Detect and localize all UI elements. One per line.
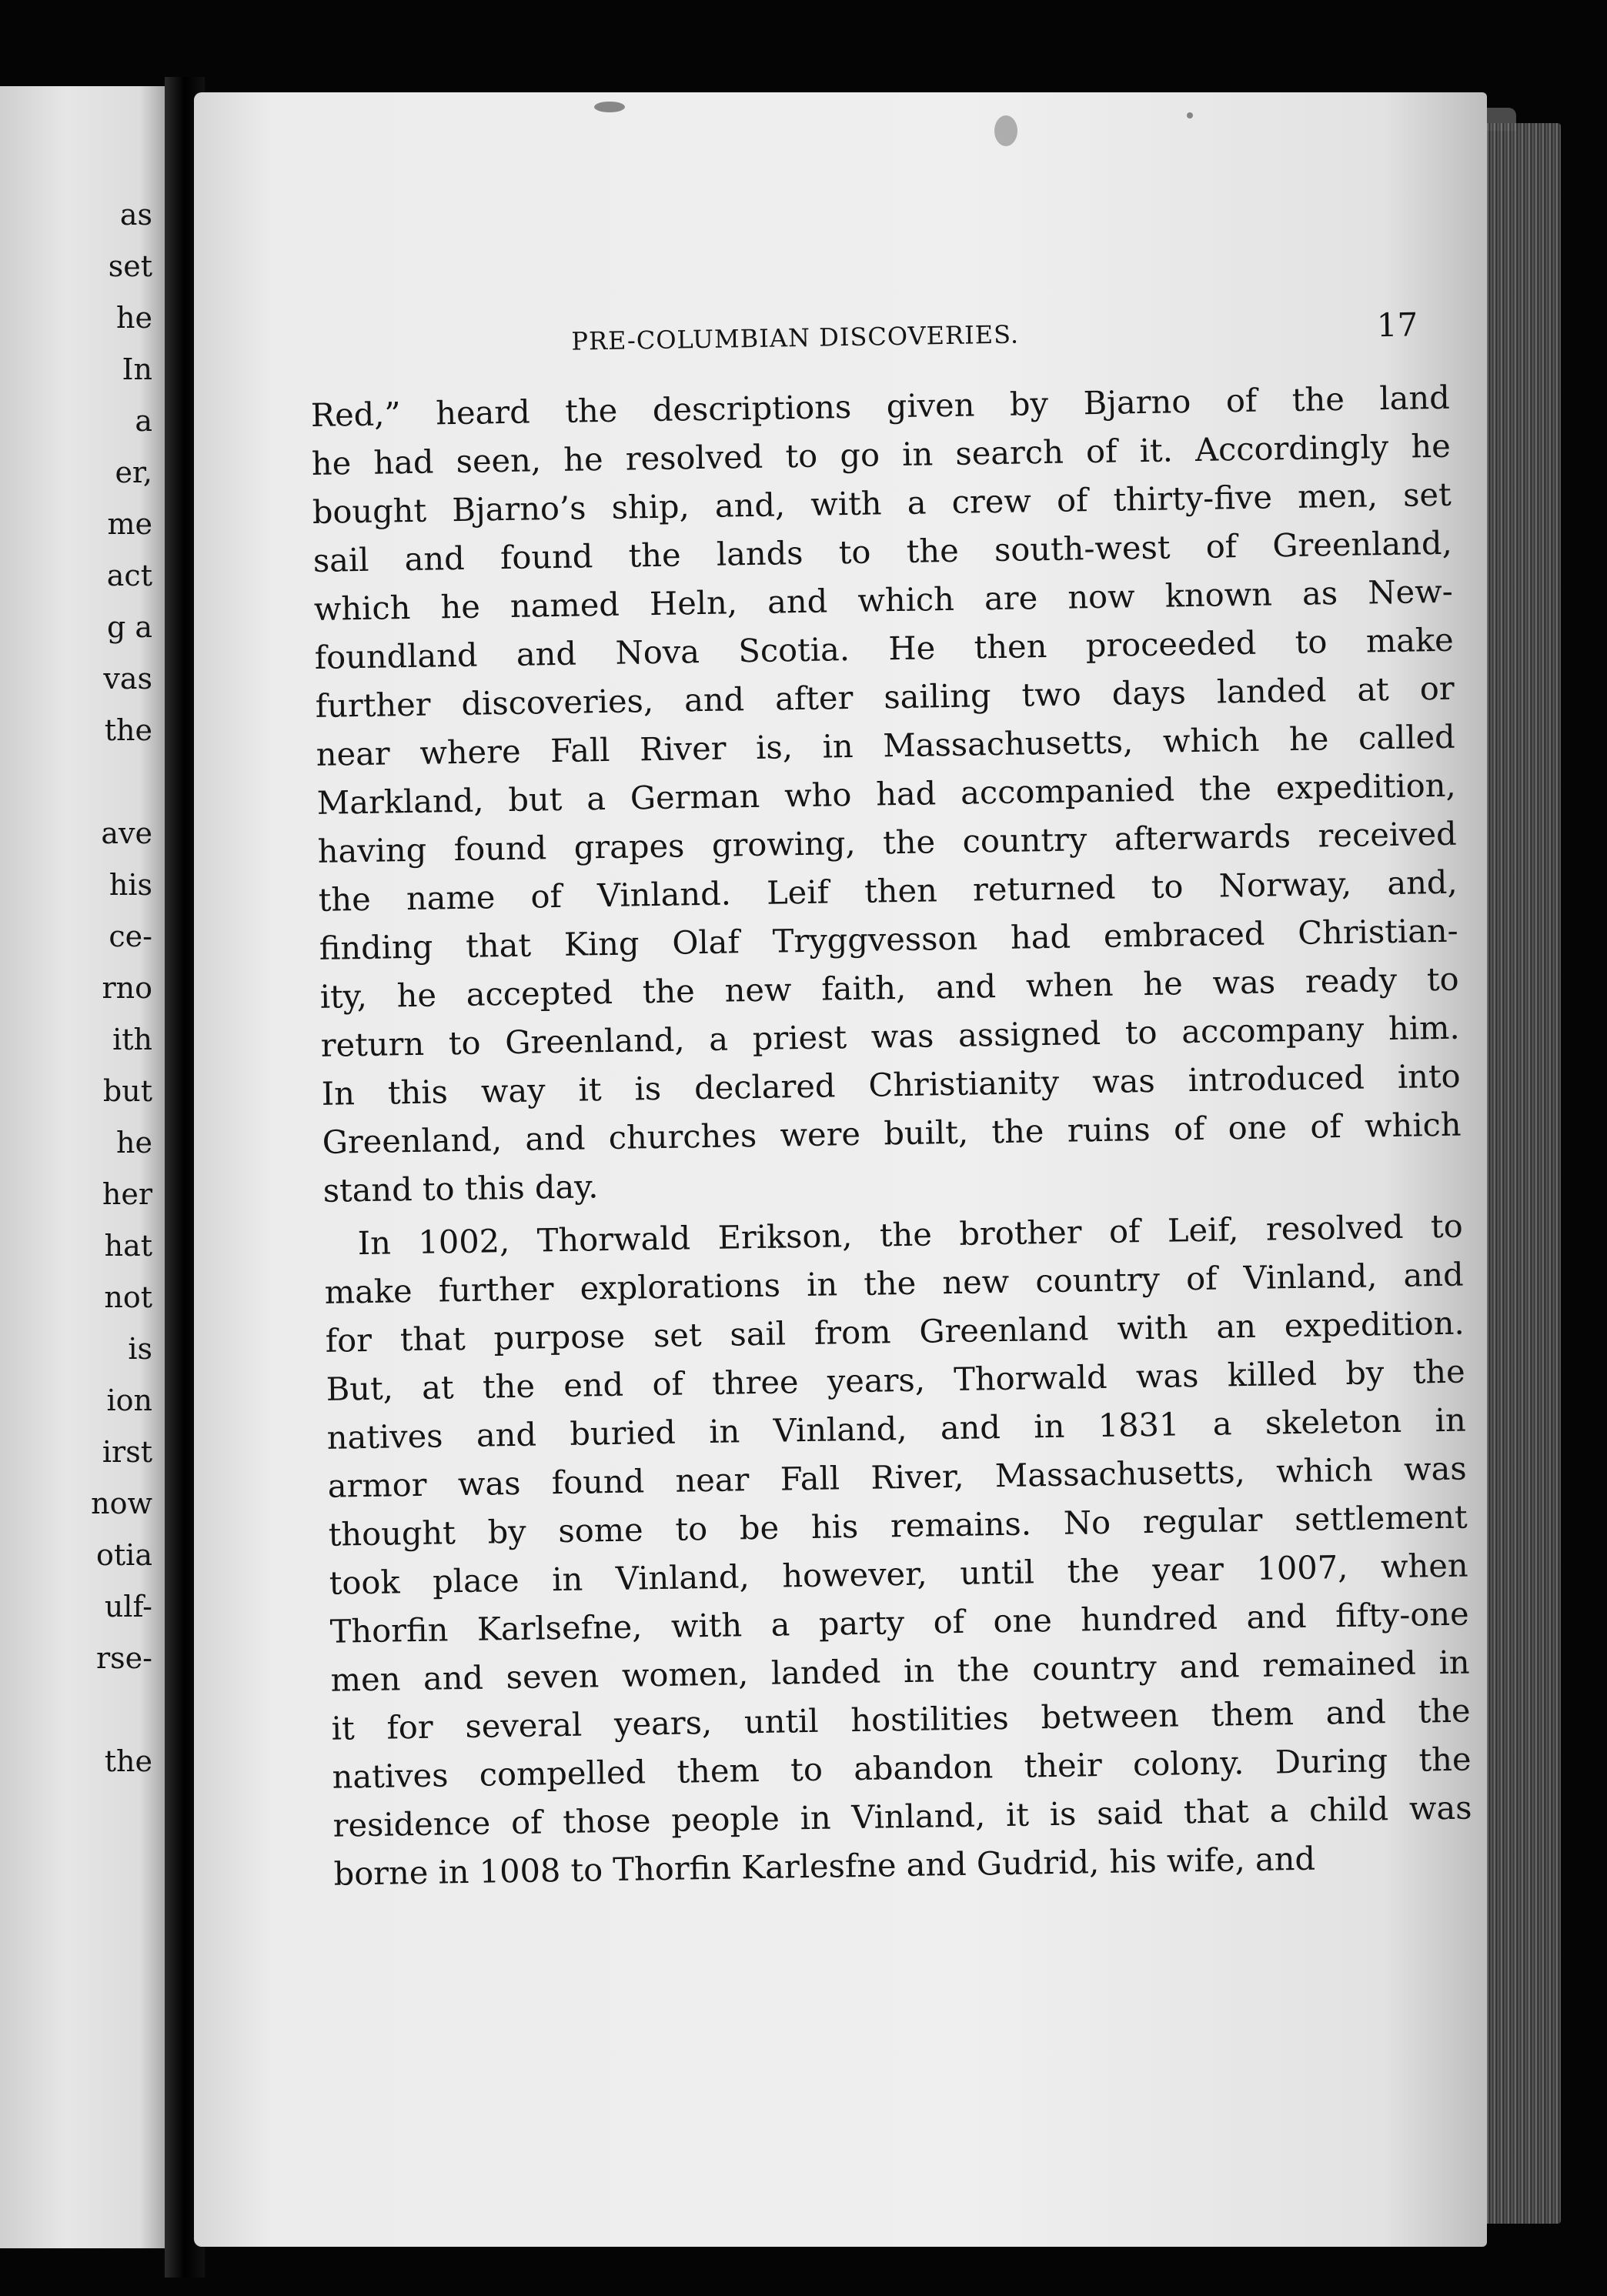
previous-page-text-fragment: vas: [103, 662, 152, 696]
text-line: natives compelled them to abandon their colony. During the: [332, 1740, 1472, 1796]
text-line: sail and found the lands to the south-west of Greenland,: [312, 523, 1453, 579]
text-line: residence of those people in Vinland, it is said that a child was: [332, 1788, 1472, 1844]
previous-page-text-fragment: otia: [96, 1538, 152, 1572]
previous-page-edge: [0, 86, 165, 2248]
text-line: near where Fall River is, in Massachusetts, which he called: [316, 717, 1456, 773]
text-line: which he named Heln, and which are now known as New-: [313, 572, 1454, 628]
text-line: In 1002, Thorwald Erikson, the brother of Leif, resolved to: [357, 1206, 1463, 1263]
text-line: Greenland, and churches were built, the ruins of one of which: [322, 1105, 1462, 1161]
previous-page-text-fragment: g a: [106, 610, 152, 644]
body-text: [310, 373, 1473, 1898]
running-head: PRE-COLUMBIAN DISCOVERIES.: [571, 319, 1020, 356]
text-line: Red,” heard the descriptions given by Bjarno of the land: [310, 378, 1451, 434]
text-line: armor was found near Fall River, Massachusetts, which was: [327, 1449, 1467, 1505]
previous-page-text-fragment: rno: [102, 971, 152, 1005]
text-line: further discoveries, and after sailing two days landed at or: [315, 669, 1455, 725]
previous-page-text-fragment: the: [104, 713, 152, 747]
ink-smudge: [594, 102, 625, 112]
text-line: finding that King Olaf Tryggvesson had embraced Christian-: [319, 911, 1458, 967]
page-content: [309, 305, 1473, 1898]
previous-page-text-fragment: ion: [106, 1383, 152, 1417]
previous-page-text-fragment: me: [107, 507, 152, 541]
text-line: it for several years, until hostilities between them and the: [331, 1691, 1471, 1747]
text-line: foundland and Nova Scotia. He then proceeded to make: [314, 620, 1455, 676]
previous-page-text-fragment: now: [91, 1487, 152, 1520]
text-line: stand to this day.: [322, 1167, 599, 1210]
previous-page-text-fragment: ith: [112, 1023, 152, 1056]
text-line: having found grapes growing, the country afterwards received: [317, 814, 1457, 870]
previous-page-text-fragment: ulf-: [104, 1590, 152, 1624]
previous-page-text-fragment: is: [128, 1332, 152, 1366]
ink-dot: [1187, 112, 1193, 118]
previous-page-text-fragment: he: [116, 1126, 152, 1160]
text-line: thought by some to be his remains. No regular settlement: [328, 1497, 1468, 1553]
text-line: Markland, but a German who had accompanied the expedition,: [316, 766, 1456, 822]
text-line: In this way it is declared Christianity was introduced into: [321, 1056, 1461, 1113]
previous-page-text-fragment: In: [122, 352, 152, 386]
previous-page-text-fragment: his: [109, 868, 152, 902]
ink-smudge: [994, 115, 1017, 146]
text-line: men and seven women, landed in the country and remained in: [330, 1643, 1470, 1699]
text-line: the name of Vinland. Leif then returned to Norway, and,: [318, 863, 1458, 919]
page-header: [309, 305, 1449, 369]
previous-page-text-fragment: not: [104, 1280, 152, 1314]
text-line: natives and buried in Vinland, and in 1831 a skeleton in: [326, 1400, 1466, 1457]
text-line: return to Greenland, a priest was assigned to accompany him.: [320, 1008, 1460, 1064]
previous-page-text-fragment: as: [119, 198, 152, 232]
text-line: ity, he accepted the new faith, and when he was ready to: [319, 959, 1459, 1016]
text-line: bought Bjarno’s ship, and, with a crew of thirty-five men, set: [312, 475, 1452, 531]
book-page: [194, 92, 1487, 2247]
paragraph: [323, 1202, 1473, 1898]
previous-page-text-fragment: rse-: [96, 1641, 152, 1675]
previous-page-text-fragment: ce-: [109, 919, 152, 953]
previous-page-text-fragment: irst: [102, 1435, 152, 1469]
previous-page-text-fragment: er,: [115, 456, 152, 489]
text-line: Thorfin Karlsefne, with a party of one hundred and fifty-one: [329, 1594, 1469, 1650]
page-block-edge: [1484, 123, 1561, 2224]
text-line: he had seen, he resolved to go in search of it. Accordingly he: [311, 426, 1452, 482]
text-line: borne in 1008 to Thorfin Karlesfne and Gudrid, his wife, and: [333, 1839, 1316, 1893]
page-number: 17: [1376, 305, 1418, 345]
paragraph: [310, 373, 1462, 1215]
previous-page-text-fragment: hat: [104, 1229, 152, 1263]
previous-page-text-fragment: the: [104, 1744, 152, 1778]
previous-page-text-fragment: act: [106, 559, 152, 592]
previous-page-text-fragment: her: [102, 1177, 152, 1211]
text-line: for that purpose set sail from Greenland with an expedition.: [325, 1303, 1465, 1360]
previous-page-text-fragment: but: [102, 1074, 152, 1108]
text-line: took place in Vinland, however, until the year 1007, when: [329, 1546, 1468, 1602]
previous-page-text-fragment: set: [108, 249, 152, 283]
previous-page-text-fragment: a: [135, 404, 152, 438]
text-line: make further explorations in the new country of Vinland, and: [324, 1255, 1464, 1311]
text-line: But, at the end of three years, Thorwald was killed by the: [326, 1352, 1465, 1408]
previous-page-text-fragment: he: [116, 301, 152, 335]
previous-page-text-fragment: ave: [101, 816, 152, 850]
